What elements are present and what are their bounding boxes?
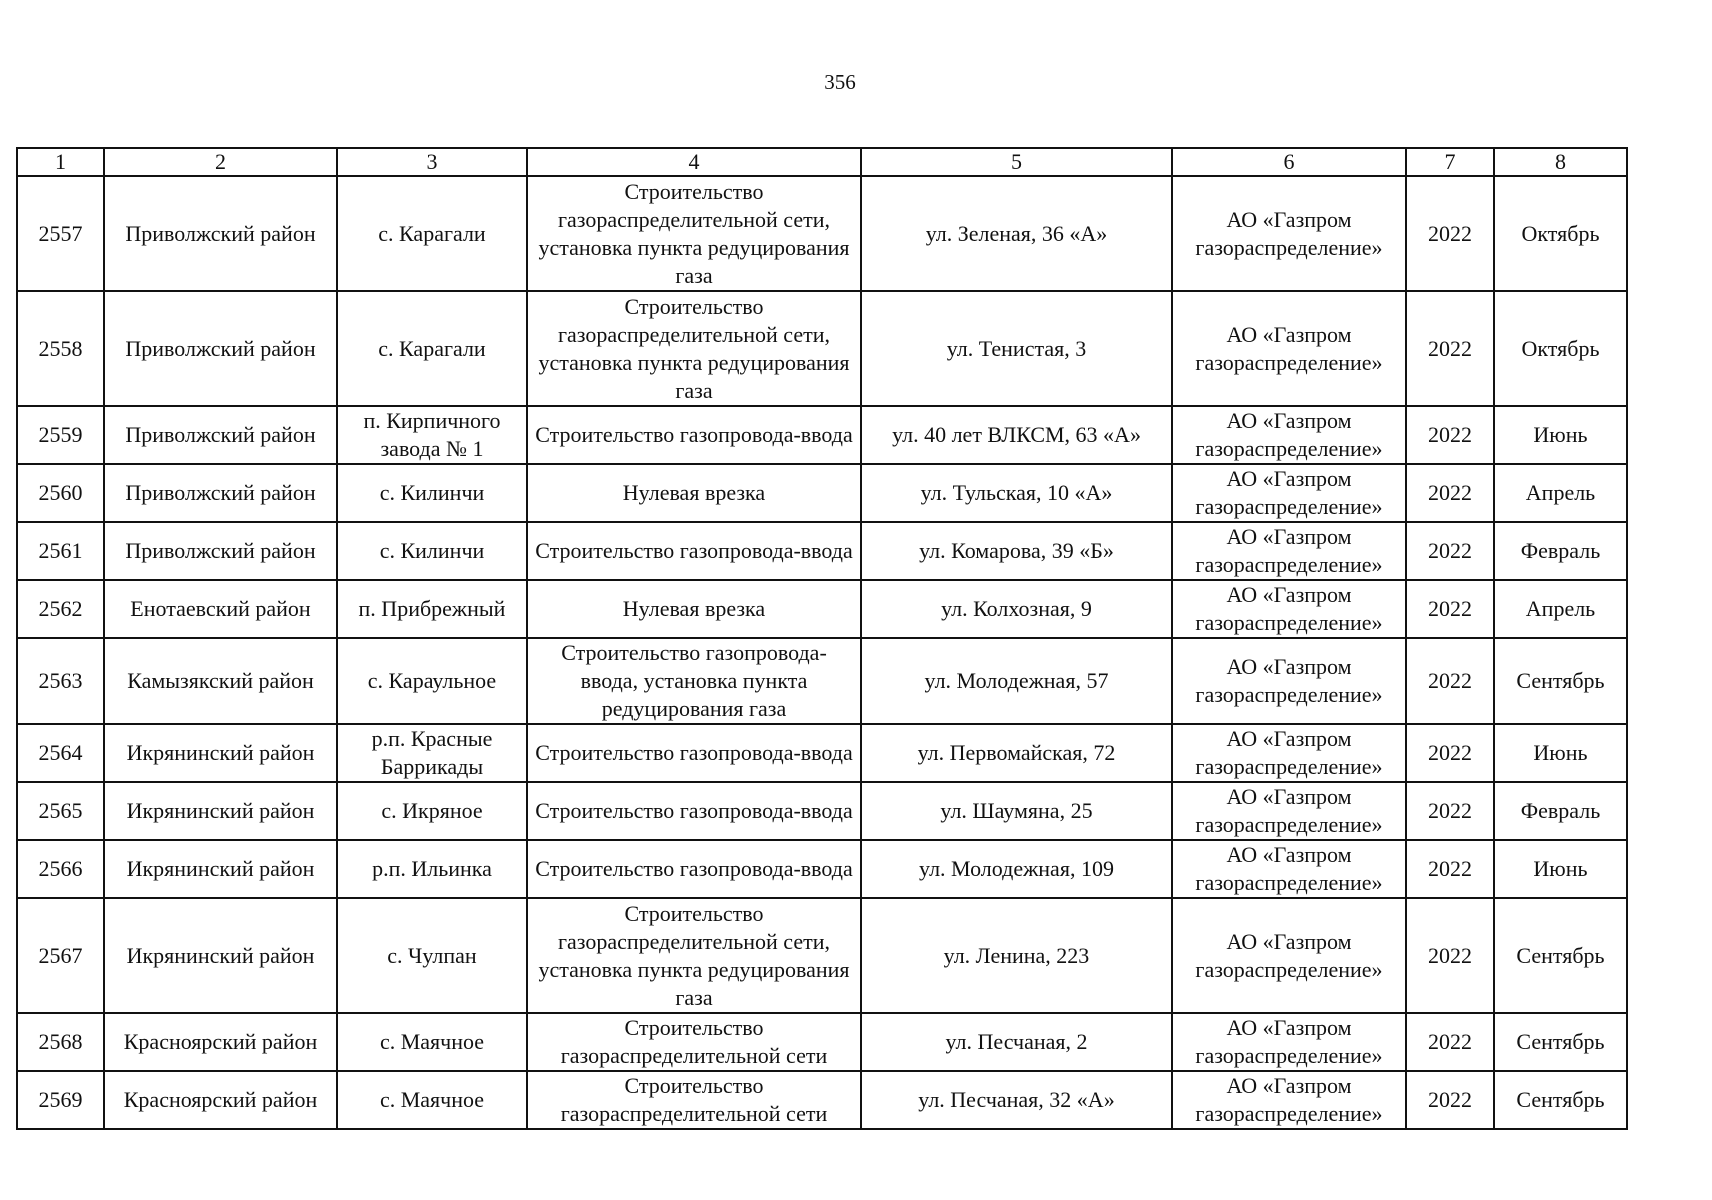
district-cell: Приволжский район <box>104 522 337 580</box>
settlement-cell: с. Килинчи <box>337 522 527 580</box>
column-number: 5 <box>861 148 1172 176</box>
table-row <box>17 638 1627 724</box>
row-number-cell: 2566 <box>17 840 104 898</box>
organization-cell: АО «Газпром газораспределение» <box>1172 1071 1406 1129</box>
organization-cell: АО «Газпром газораспределение» <box>1172 898 1406 1013</box>
table-row <box>17 1013 1627 1071</box>
address-cell: ул. Молодежная, 57 <box>861 638 1172 724</box>
work-type-cell: Строительство газопровода-ввода <box>527 522 861 580</box>
year-cell: 2022 <box>1406 1013 1494 1071</box>
address-cell: ул. 40 лет ВЛКСМ, 63 «А» <box>861 406 1172 464</box>
column-number-row <box>17 148 1627 176</box>
table-row <box>17 724 1627 782</box>
row-number-cell: 2563 <box>17 638 104 724</box>
table-row <box>17 464 1627 522</box>
work-type-cell: Строительство газопровода-ввода <box>527 840 861 898</box>
row-number-cell: 2569 <box>17 1071 104 1129</box>
year-cell: 2022 <box>1406 1071 1494 1129</box>
page-number: 356 <box>824 70 856 94</box>
district-cell: Икрянинский район <box>104 898 337 1013</box>
settlement-cell: с. Икряное <box>337 782 527 840</box>
organization-cell: АО «Газпром газораспределение» <box>1172 840 1406 898</box>
organization-cell: АО «Газпром газораспределение» <box>1172 176 1406 291</box>
settlement-cell: р.п. Ильинка <box>337 840 527 898</box>
organization-cell: АО «Газпром газораспределение» <box>1172 406 1406 464</box>
month-cell: Июнь <box>1494 840 1627 898</box>
settlement-cell: с. Маячное <box>337 1013 527 1071</box>
month-cell: Апрель <box>1494 580 1627 638</box>
address-cell: ул. Песчаная, 2 <box>861 1013 1172 1071</box>
address-cell: ул. Песчаная, 32 «А» <box>861 1071 1172 1129</box>
year-cell: 2022 <box>1406 638 1494 724</box>
settlement-cell: с. Чулпан <box>337 898 527 1013</box>
district-cell: Приволжский район <box>104 291 337 406</box>
organization-cell: АО «Газпром газораспределение» <box>1172 1013 1406 1071</box>
row-number-cell: 2562 <box>17 580 104 638</box>
district-cell: Приволжский район <box>104 406 337 464</box>
district-cell: Приволжский район <box>104 176 337 291</box>
row-number-cell: 2561 <box>17 522 104 580</box>
year-cell: 2022 <box>1406 724 1494 782</box>
month-cell: Февраль <box>1494 522 1627 580</box>
address-cell: ул. Первомайская, 72 <box>861 724 1172 782</box>
column-number: 1 <box>17 148 104 176</box>
organization-cell: АО «Газпром газораспределение» <box>1172 291 1406 406</box>
column-number: 6 <box>1172 148 1406 176</box>
address-cell: ул. Ленина, 223 <box>861 898 1172 1013</box>
column-number: 8 <box>1494 148 1627 176</box>
column-number: 3 <box>337 148 527 176</box>
settlement-cell: с. Карагали <box>337 291 527 406</box>
district-cell: Красноярский район <box>104 1013 337 1071</box>
year-cell: 2022 <box>1406 840 1494 898</box>
work-type-cell: Нулевая врезка <box>527 464 861 522</box>
district-cell: Икрянинский район <box>104 782 337 840</box>
year-cell: 2022 <box>1406 898 1494 1013</box>
work-type-cell: Строительство газораспределительной сети <box>527 1071 861 1129</box>
district-cell: Красноярский район <box>104 1071 337 1129</box>
address-cell: ул. Зеленая, 36 «А» <box>861 176 1172 291</box>
work-type-cell: Строительство газораспределительной сети, установка пункта редуцирования газа <box>527 291 861 406</box>
table-row <box>17 782 1627 840</box>
column-number: 7 <box>1406 148 1494 176</box>
row-number-cell: 2565 <box>17 782 104 840</box>
address-cell: ул. Тенистая, 3 <box>861 291 1172 406</box>
row-number-cell: 2559 <box>17 406 104 464</box>
settlement-cell: п. Прибрежный <box>337 580 527 638</box>
settlement-cell: с. Килинчи <box>337 464 527 522</box>
address-cell: ул. Комарова, 39 «Б» <box>861 522 1172 580</box>
organization-cell: АО «Газпром газораспределение» <box>1172 638 1406 724</box>
table-row <box>17 406 1627 464</box>
month-cell: Февраль <box>1494 782 1627 840</box>
month-cell: Октябрь <box>1494 176 1627 291</box>
year-cell: 2022 <box>1406 176 1494 291</box>
organization-cell: АО «Газпром газораспределение» <box>1172 782 1406 840</box>
work-type-cell: Строительство газопровода-ввода <box>527 782 861 840</box>
table-row <box>17 291 1627 406</box>
row-number-cell: 2567 <box>17 898 104 1013</box>
table-row <box>17 1071 1627 1129</box>
work-type-cell: Строительство газораспределительной сети, установка пункта редуцирования газа <box>527 898 861 1013</box>
settlement-cell: с. Маячное <box>337 1071 527 1129</box>
year-cell: 2022 <box>1406 580 1494 638</box>
district-cell: Икрянинский район <box>104 840 337 898</box>
month-cell: Октябрь <box>1494 291 1627 406</box>
district-cell: Камызякский район <box>104 638 337 724</box>
table-row <box>17 176 1627 291</box>
address-cell: ул. Молодежная, 109 <box>861 840 1172 898</box>
year-cell: 2022 <box>1406 406 1494 464</box>
year-cell: 2022 <box>1406 291 1494 406</box>
address-cell: ул. Шаумяна, 25 <box>861 782 1172 840</box>
month-cell: Июнь <box>1494 724 1627 782</box>
settlement-cell: р.п. Красные Баррикады <box>337 724 527 782</box>
table-body <box>17 148 1627 1129</box>
settlement-cell: с. Карагали <box>337 176 527 291</box>
work-type-cell: Строительство газораспределительной сети <box>527 1013 861 1071</box>
table-row <box>17 580 1627 638</box>
work-type-cell: Строительство газопровода-ввода, установка пункта редуцирования газа <box>527 638 861 724</box>
month-cell: Апрель <box>1494 464 1627 522</box>
month-cell: Сентябрь <box>1494 1071 1627 1129</box>
year-cell: 2022 <box>1406 464 1494 522</box>
work-type-cell: Строительство газопровода-ввода <box>527 406 861 464</box>
work-type-cell: Строительство газораспределительной сети, установка пункта редуцирования газа <box>527 176 861 291</box>
month-cell: Сентябрь <box>1494 898 1627 1013</box>
row-number-cell: 2564 <box>17 724 104 782</box>
year-cell: 2022 <box>1406 782 1494 840</box>
table-row <box>17 522 1627 580</box>
district-cell: Икрянинский район <box>104 724 337 782</box>
month-cell: Сентябрь <box>1494 638 1627 724</box>
work-type-cell: Строительство газопровода-ввода <box>527 724 861 782</box>
organization-cell: АО «Газпром газораспределение» <box>1172 522 1406 580</box>
year-cell: 2022 <box>1406 522 1494 580</box>
row-number-cell: 2560 <box>17 464 104 522</box>
table-row <box>17 898 1627 1013</box>
row-number-cell: 2568 <box>17 1013 104 1071</box>
district-cell: Приволжский район <box>104 464 337 522</box>
organization-cell: АО «Газпром газораспределение» <box>1172 724 1406 782</box>
column-number: 4 <box>527 148 861 176</box>
district-cell: Енотаевский район <box>104 580 337 638</box>
column-number: 2 <box>104 148 337 176</box>
month-cell: Июнь <box>1494 406 1627 464</box>
table-row <box>17 840 1627 898</box>
row-number-cell: 2557 <box>17 176 104 291</box>
row-number-cell: 2558 <box>17 291 104 406</box>
work-type-cell: Нулевая врезка <box>527 580 861 638</box>
month-cell: Сентябрь <box>1494 1013 1627 1071</box>
settlement-cell: с. Караульное <box>337 638 527 724</box>
settlement-cell: п. Кирпичного завода № 1 <box>337 406 527 464</box>
organization-cell: АО «Газпром газораспределение» <box>1172 464 1406 522</box>
address-cell: ул. Тульская, 10 «А» <box>861 464 1172 522</box>
gasification-table <box>16 147 1628 1130</box>
organization-cell: АО «Газпром газораспределение» <box>1172 580 1406 638</box>
address-cell: ул. Колхозная, 9 <box>861 580 1172 638</box>
